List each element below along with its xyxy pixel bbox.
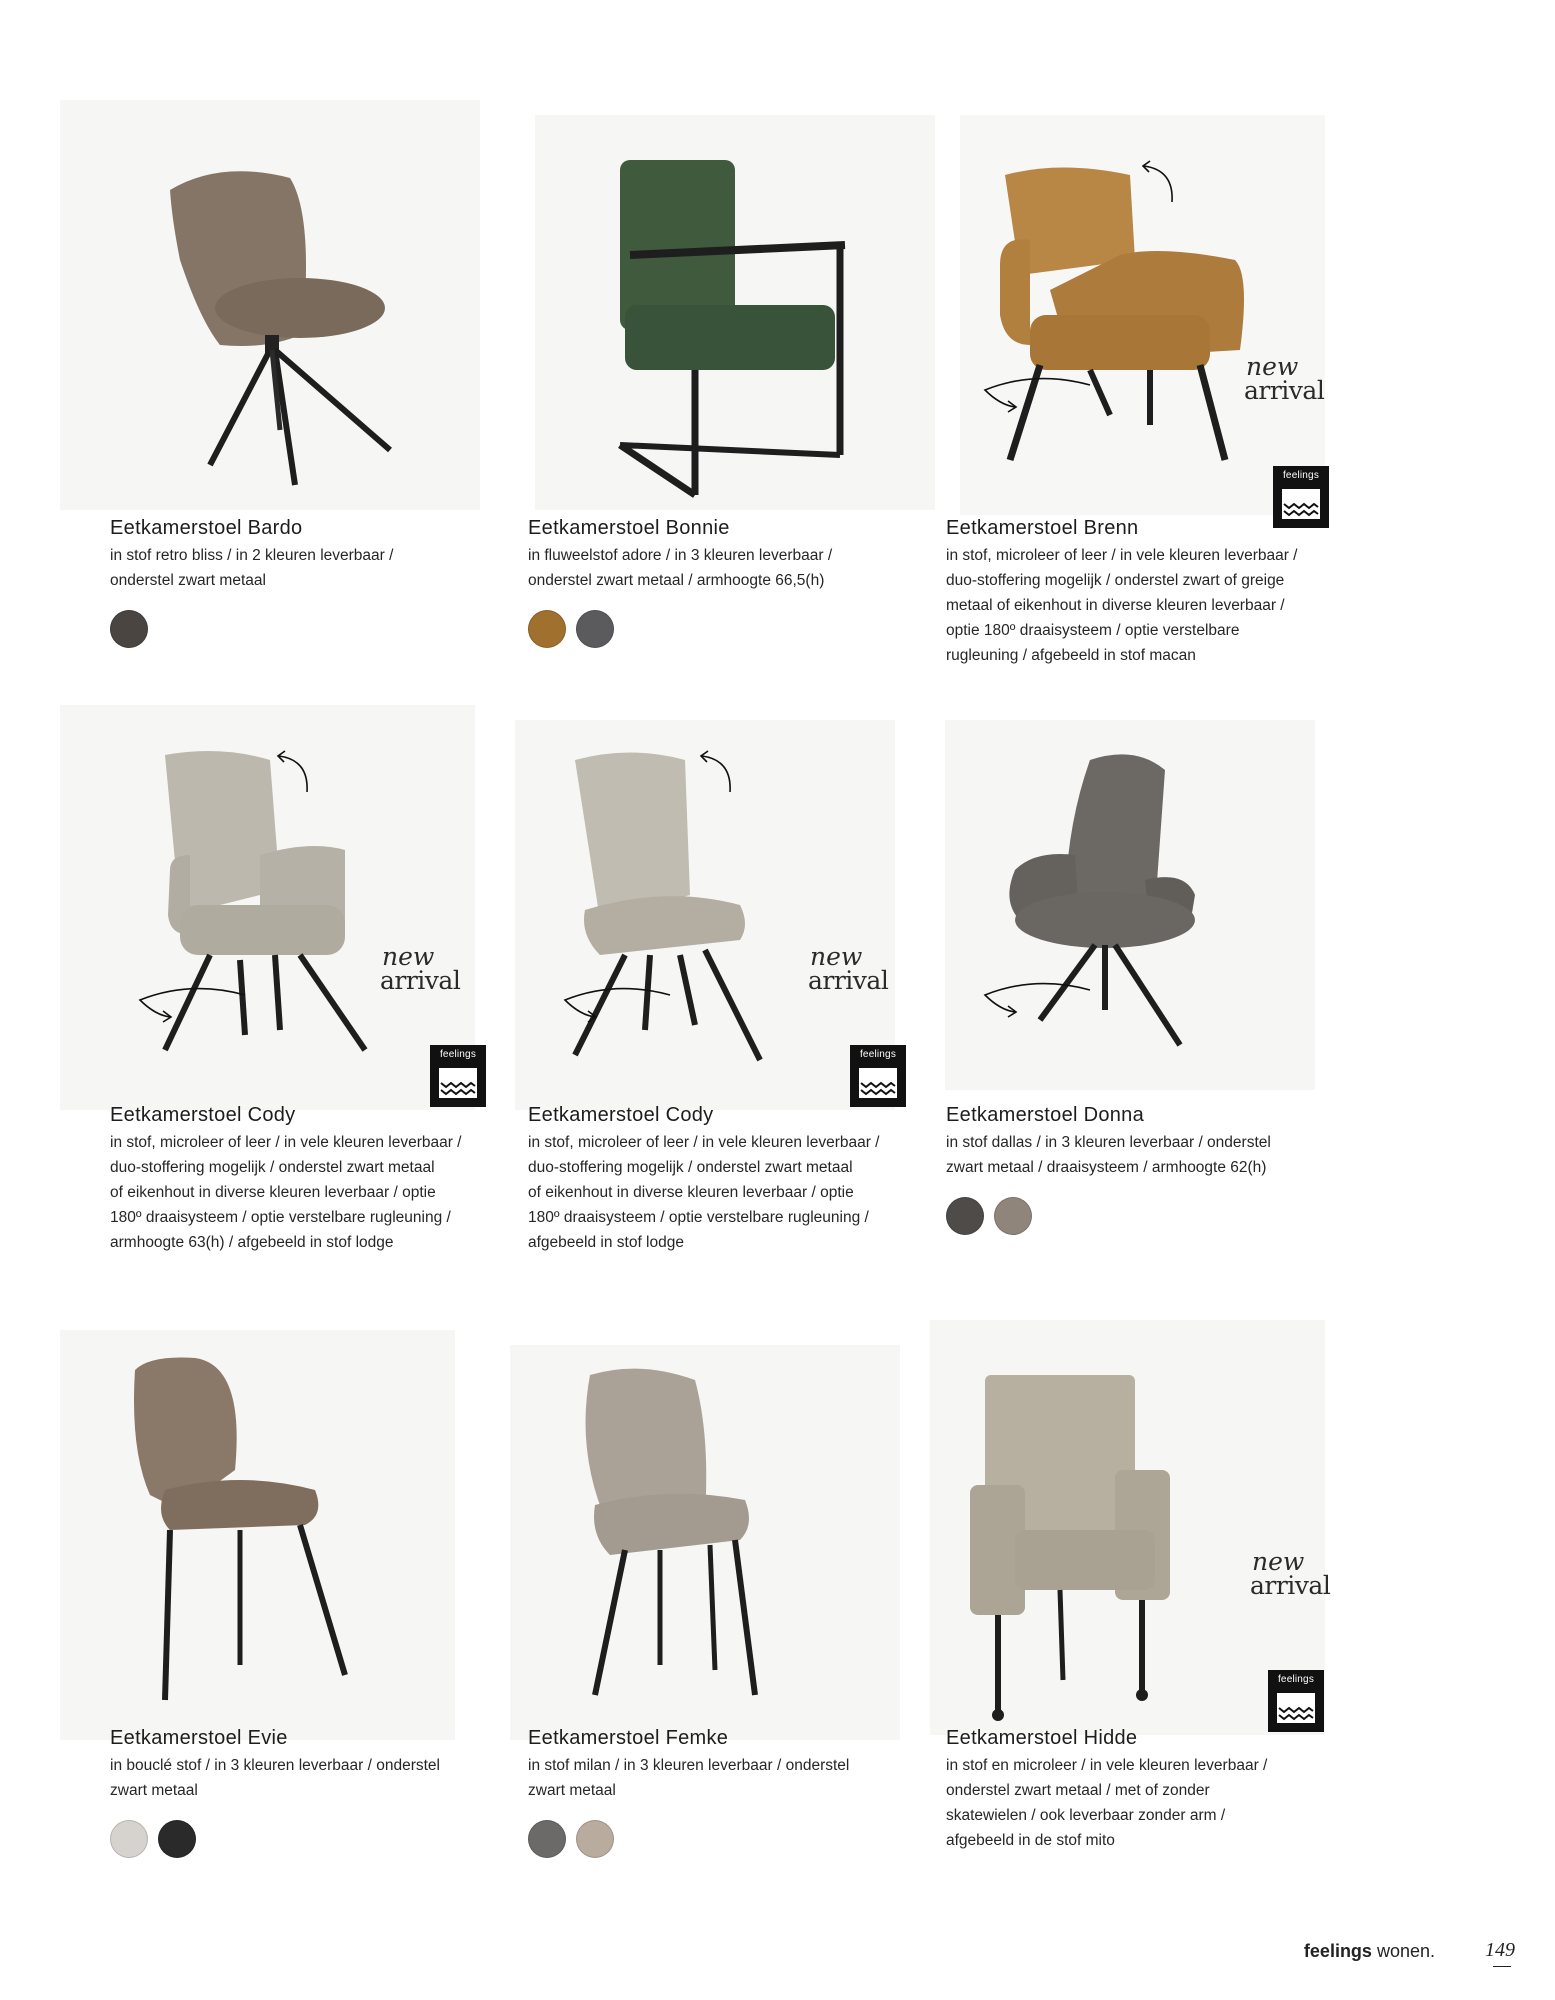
desc-line: in fluweelstof adore / in 3 kleuren leverbaar /: [528, 547, 833, 564]
color-swatch[interactable]: [110, 1820, 148, 1858]
desc-line: in stof retro bliss / in 2 kleuren leverbaar /: [110, 547, 394, 564]
product-title-bardo: Eetkamerstoel Bardo: [110, 517, 303, 539]
rotate-seat-arrow-icon: [555, 985, 675, 1025]
product-description-femke: [528, 1753, 849, 1803]
feelings-logo-text: feelings: [1277, 1674, 1315, 1685]
color-swatches-evie: [110, 1820, 196, 1858]
rotate-backrest-arrow-icon: [1140, 160, 1180, 205]
feelings-logo: [850, 1045, 906, 1107]
wave-icon: [1279, 486, 1323, 522]
new-arrival-line2: arrival: [808, 966, 889, 995]
product-title-hidde: Eetkamerstoel Hidde: [946, 1727, 1138, 1749]
desc-line: in stof milan / in 3 kleuren leverbaar / onderstel: [528, 1757, 850, 1774]
desc-line: afgebeeld in stof lodge: [528, 1234, 684, 1251]
new-arrival-badge: [380, 942, 461, 995]
product-description-evie: [110, 1753, 440, 1803]
new-arrival-line2: arrival: [1244, 376, 1325, 405]
product-title-cody: Eetkamerstoel Cody: [110, 1104, 296, 1126]
color-swatch[interactable]: [576, 1820, 614, 1858]
desc-line: optie 180º draaisysteem / optie verstelbare: [946, 622, 1240, 639]
rotate-backrest-arrow-icon: [698, 750, 738, 795]
new-arrival-line1: new: [810, 942, 863, 971]
product-description-brenn: [946, 543, 1298, 668]
feelings-logo-text: feelings: [1282, 470, 1320, 481]
feelings-logo-text: feelings: [859, 1049, 897, 1060]
desc-line: metaal of eikenhout in diverse kleuren leverbaar /: [946, 597, 1285, 614]
footer-brand-bold: feelings: [1303, 1941, 1372, 1961]
desc-line: onderstel zwart metaal: [110, 572, 266, 589]
product-description-bonnie: [528, 543, 832, 593]
desc-line: 180º draaisysteem / optie verstelbare rugleuning /: [528, 1209, 869, 1226]
rotate-backrest-arrow-icon: [275, 750, 315, 795]
desc-line: zwart metaal / draaisysteem / armhoogte 62(h): [946, 1159, 1267, 1176]
desc-line: zwart metaal: [528, 1782, 616, 1799]
color-swatch[interactable]: [528, 610, 566, 648]
product-description-donna: [946, 1130, 1271, 1180]
product-description-hidde: [946, 1753, 1267, 1853]
color-swatch[interactable]: [994, 1197, 1032, 1235]
product-title-cody-2: Eetkamerstoel Cody: [528, 1104, 714, 1126]
feelings-logo: [430, 1045, 486, 1107]
color-swatch[interactable]: [528, 1820, 566, 1858]
feelings-logo: [1268, 1670, 1324, 1732]
desc-line: in stof, microleer of leer / in vele kleuren leverbaar /: [946, 547, 1298, 564]
rotate-seat-arrow-icon: [975, 375, 1095, 415]
product-description-cody-2: [528, 1130, 880, 1255]
chair-bardo-image: [60, 100, 480, 510]
desc-line: in stof dallas / in 3 kleuren leverbaar / onderstel: [946, 1134, 1271, 1151]
new-arrival-line1: new: [382, 942, 435, 971]
new-arrival-badge: [1244, 352, 1325, 405]
product-title-donna: Eetkamerstoel Donna: [946, 1104, 1145, 1126]
product-photo-bonnie: [535, 115, 935, 510]
desc-line: rugleuning / afgebeeld in stof macan: [946, 647, 1196, 664]
desc-line: of eikenhout in diverse kleuren leverbaar / optie: [528, 1184, 854, 1201]
wave-icon: [436, 1065, 480, 1101]
chair-bonnie-image: [535, 115, 935, 510]
color-swatch[interactable]: [158, 1820, 196, 1858]
color-swatch[interactable]: [576, 610, 614, 648]
wave-icon: [1274, 1690, 1318, 1726]
rotate-seat-arrow-icon: [130, 985, 250, 1025]
desc-line: of eikenhout in diverse kleuren leverbaar / optie: [110, 1184, 436, 1201]
new-arrival-line1: new: [1246, 352, 1299, 381]
new-arrival-badge: [808, 942, 889, 995]
color-swatches-femke: [528, 1820, 614, 1858]
footer-brand: [1304, 1941, 1435, 1962]
desc-line: duo-stoffering mogelijk / onderstel zwart of greige: [946, 572, 1285, 589]
feelings-logo: [1273, 466, 1329, 528]
desc-line: in bouclé stof / in 3 kleuren leverbaar / onderstel: [110, 1757, 440, 1774]
wave-icon: [856, 1065, 900, 1101]
chair-evie-image: [60, 1330, 455, 1740]
color-swatches-bonnie: [528, 610, 614, 648]
new-arrival-badge: [1250, 1547, 1331, 1600]
desc-line: duo-stoffering mogelijk / onderstel zwart metaal: [528, 1159, 853, 1176]
product-description-cody: [110, 1130, 462, 1255]
product-photo-cody-1: [60, 705, 475, 1110]
desc-line: 180º draaisysteem / optie verstelbare rugleuning /: [110, 1209, 451, 1226]
desc-line: armhoogte 63(h) / afgebeeld in stof lodge: [110, 1234, 394, 1251]
color-swatches-donna: [946, 1197, 1032, 1235]
product-photo-bardo: [60, 100, 480, 510]
desc-line: in stof en microleer / in vele kleuren leverbaar /: [946, 1757, 1268, 1774]
product-photo-evie: [60, 1330, 455, 1740]
product-photo-hidde: [930, 1320, 1325, 1735]
desc-line: duo-stoffering mogelijk / onderstel zwart metaal: [110, 1159, 435, 1176]
product-title-bonnie: Eetkamerstoel Bonnie: [528, 517, 730, 539]
desc-line: onderstel zwart metaal / met of zonder: [946, 1782, 1210, 1799]
page-number-underline: [1493, 1966, 1511, 1967]
color-swatch[interactable]: [110, 610, 148, 648]
product-photo-femke: [510, 1345, 900, 1740]
chair-cody-image: [60, 705, 475, 1110]
product-photo-donna: [945, 720, 1315, 1090]
desc-line: in stof, microleer of leer / in vele kleuren leverbaar /: [110, 1134, 462, 1151]
page-number: 149: [1485, 1939, 1515, 1961]
chair-femke-image: [510, 1345, 900, 1740]
chair-hidde-image: [930, 1320, 1325, 1735]
product-title-femke: Eetkamerstoel Femke: [528, 1727, 729, 1749]
desc-line: onderstel zwart metaal / armhoogte 66,5(h): [528, 572, 825, 589]
chair-donna-image: [945, 720, 1315, 1090]
footer-brand-rest: wonen.: [1371, 1941, 1435, 1961]
desc-line: zwart metaal: [110, 1782, 198, 1799]
feelings-logo-text: feelings: [439, 1049, 477, 1060]
color-swatch[interactable]: [946, 1197, 984, 1235]
new-arrival-line1: new: [1252, 1547, 1305, 1576]
product-title-brenn: Eetkamerstoel Brenn: [946, 517, 1139, 539]
color-swatches-bardo: [110, 610, 148, 648]
product-description-bardo: [110, 543, 393, 593]
rotate-seat-arrow-icon: [975, 980, 1095, 1020]
new-arrival-line2: arrival: [1250, 1571, 1331, 1600]
desc-line: skatewielen / ook leverbaar zonder arm /: [946, 1807, 1226, 1824]
product-title-evie: Eetkamerstoel Evie: [110, 1727, 288, 1749]
new-arrival-line2: arrival: [380, 966, 461, 995]
desc-line: in stof, microleer of leer / in vele kleuren leverbaar /: [528, 1134, 880, 1151]
desc-line: afgebeeld in de stof mito: [946, 1832, 1115, 1849]
